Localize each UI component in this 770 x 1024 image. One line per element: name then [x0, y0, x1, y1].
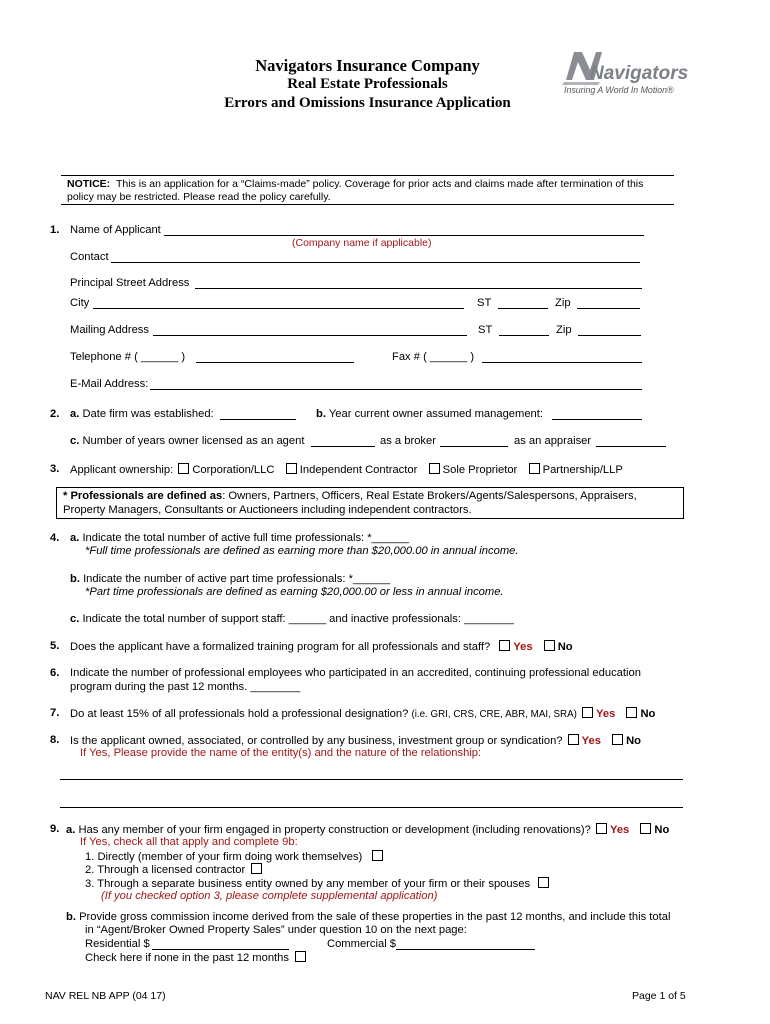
contact-field[interactable]: [111, 262, 640, 263]
q5-no-checkbox[interactable]: [544, 640, 555, 651]
city-field[interactable]: [93, 308, 464, 309]
applicant-name-label: Name of Applicant: [70, 224, 161, 236]
q9-option-2-checkbox[interactable]: [251, 863, 262, 874]
mailing-state-label: ST: [478, 324, 493, 336]
state-label: ST: [477, 297, 492, 309]
q2b-text: b. Year current owner assumed management:: [316, 408, 543, 420]
q9-hint: If Yes, check all that apply and complete 9b:: [80, 836, 298, 848]
telephone-field[interactable]: [196, 362, 354, 363]
zip-field[interactable]: [577, 308, 640, 309]
notice-top-rule: [61, 175, 674, 176]
residential-label: Residential $: [85, 938, 150, 950]
navigators-logo: [560, 46, 700, 104]
q9-no-checkbox[interactable]: [640, 823, 651, 834]
q4-number: 4.: [50, 532, 60, 544]
q8-row: Is the applicant owned, associated, or controlled by any business, investment group or syndication? Yes No: [70, 735, 641, 747]
q9-option-1: 1. Directly (member of your firm doing work themselves): [85, 850, 386, 863]
q5-yes-checkbox[interactable]: [499, 640, 510, 651]
q8-yes-checkbox[interactable]: [568, 734, 579, 745]
q9-option-3-checkbox[interactable]: [538, 877, 549, 888]
years-appraiser-field[interactable]: [596, 446, 666, 447]
q7-row: Do at least 15% of all professionals hold a professional designation? (i.e. GRI, CRS, CRE, ABR, MAI, SRA) Yes No: [70, 708, 656, 720]
q4b-note: *Part time professionals are defined as earning $20,000.00 or less in annual income.: [85, 586, 504, 598]
notice-bottom-rule: [61, 204, 674, 205]
ownership-label: Applicant ownership:: [70, 464, 174, 476]
independent-contractor-checkbox[interactable]: [286, 463, 297, 474]
mailing-zip-label: Zip: [556, 324, 572, 336]
q9-option-2: 2. Through a licensed contractor: [85, 863, 265, 876]
none-checkbox[interactable]: [295, 951, 306, 962]
years-agent-field[interactable]: [311, 446, 375, 447]
q7-no-checkbox[interactable]: [626, 707, 637, 718]
q3-number: 3.: [50, 463, 60, 475]
city-label: City: [70, 297, 90, 309]
q7-yes-checkbox[interactable]: [582, 707, 593, 718]
appraiser-label: as an appraiser: [514, 435, 592, 447]
years-broker-field[interactable]: [440, 446, 508, 447]
professionals-definition-box: * Professionals are defined as: Owners, Partners, Officers, Real Estate Brokers/Agents/Salespersons, Appraisers, Property Managers, Consultants or Auctioneers including independent contractors.: [56, 487, 684, 519]
mailing-state-field[interactable]: [499, 335, 549, 336]
q5-row: Does the applicant have a formalized training program for all professionals and staff? Yes No: [70, 641, 573, 653]
svg-text:Navigators: Navigators: [590, 63, 689, 84]
mailing-address-field[interactable]: [153, 335, 467, 336]
notice-line2: policy may be restricted. Please read the policy carefully.: [67, 191, 331, 203]
q9-option-1-checkbox[interactable]: [372, 850, 383, 861]
fax-label: Fax # ( ______ ): [392, 351, 475, 363]
page-number: Page 1 of 5: [632, 990, 686, 1002]
fax-field[interactable]: [482, 362, 642, 363]
applicant-name-hint: (Company name if applicable): [292, 237, 432, 249]
q8-hint: If Yes, Please provide the name of the entity(s) and the nature of the relationship:: [80, 747, 482, 759]
q6-text-2: program during the past 12 months. ________: [70, 681, 301, 693]
commercial-label: Commercial $: [327, 938, 397, 950]
form-subtitle: Real Estate Professionals: [287, 76, 448, 92]
q9a-row: a. Has any member of your firm engaged in property construction or development (including renovations)? Yes No: [66, 824, 670, 836]
applicant-name-field[interactable]: [164, 235, 644, 236]
mailing-zip-field[interactable]: [578, 335, 641, 336]
q4b-text: b. Indicate the number of active part time professionals: *______: [70, 573, 391, 585]
q9-option-3-note: (If you checked option 3, please complete supplemental application): [101, 890, 438, 902]
date-established-field[interactable]: [220, 419, 296, 420]
sole-proprietor-checkbox[interactable]: [429, 463, 440, 474]
q2a-text: a. Date firm was established:: [70, 408, 214, 420]
q6-number: 6.: [50, 667, 60, 679]
ownership-row: Applicant ownership: Corporation/LLC Independent Contractor Sole Proprietor Partnership/LLP: [70, 464, 623, 476]
q9-yes-checkbox[interactable]: [596, 823, 607, 834]
q9-number: 9.: [50, 823, 60, 835]
residential-field[interactable]: [152, 949, 289, 950]
corporation-checkbox[interactable]: [178, 463, 189, 474]
form-code: NAV REL NB APP (04 17): [45, 990, 166, 1002]
q5-number: 5.: [50, 640, 60, 652]
state-field[interactable]: [498, 308, 548, 309]
q2-number: 2.: [50, 408, 60, 420]
notice-line1: NOTICE: This is an application for a “Claims-made” policy. Coverage for prior acts and claims made after termination of this: [67, 178, 644, 190]
q6-text: Indicate the number of professional employees who participated in an accredited, continuing professional education: [70, 667, 641, 679]
q4c-text: c. Indicate the total number of support staff: ______ and inactive professionals: ________: [70, 613, 514, 625]
none-row: Check here if none in the past 12 months: [85, 951, 309, 964]
q9b-text: b. Provide gross commission income derived from the sale of these properties in the past 12 months, and include this total: [66, 911, 671, 923]
q9-option-3: 3. Through a separate business entity owned by any member of your firm or their spouses: [85, 877, 552, 890]
email-field[interactable]: [150, 389, 642, 390]
broker-label: as a broker: [380, 435, 436, 447]
q8-answer-line-2[interactable]: [60, 807, 683, 808]
form-title: Errors and Omissions Insurance Application: [224, 95, 511, 111]
q7-number: 7.: [50, 707, 60, 719]
contact-label: Contact: [70, 251, 109, 263]
navigators-logo-icon: [560, 46, 700, 86]
q9b-text-2: in “Agent/Broker Owned Property Sales” under question 10 on the next page:: [85, 924, 467, 936]
company-title: Navigators Insurance Company: [255, 56, 480, 75]
street-address-field[interactable]: [195, 288, 642, 289]
telephone-label: Telephone # ( ______ ): [70, 351, 186, 363]
year-owner-field[interactable]: [552, 419, 642, 420]
partnership-checkbox[interactable]: [529, 463, 540, 474]
q4a-note: *Full time professionals are defined as earning more than $20,000.00 in annual income.: [85, 545, 519, 557]
mailing-address-label: Mailing Address: [70, 324, 149, 336]
q1-number: 1.: [50, 224, 60, 236]
logo-tagline: Insuring A World In Motion®: [564, 85, 674, 95]
commercial-field[interactable]: [396, 949, 535, 950]
zip-label: Zip: [555, 297, 571, 309]
q2c-text: c. Number of years owner licensed as an agent: [70, 435, 305, 447]
street-address-label: Principal Street Address: [70, 277, 190, 289]
q4a-text: a. Indicate the total number of active full time professionals: *______: [70, 532, 409, 544]
q8-answer-line-1[interactable]: [60, 779, 683, 780]
q8-no-checkbox[interactable]: [612, 734, 623, 745]
q8-number: 8.: [50, 734, 60, 746]
email-label: E-Mail Address:: [70, 378, 149, 390]
